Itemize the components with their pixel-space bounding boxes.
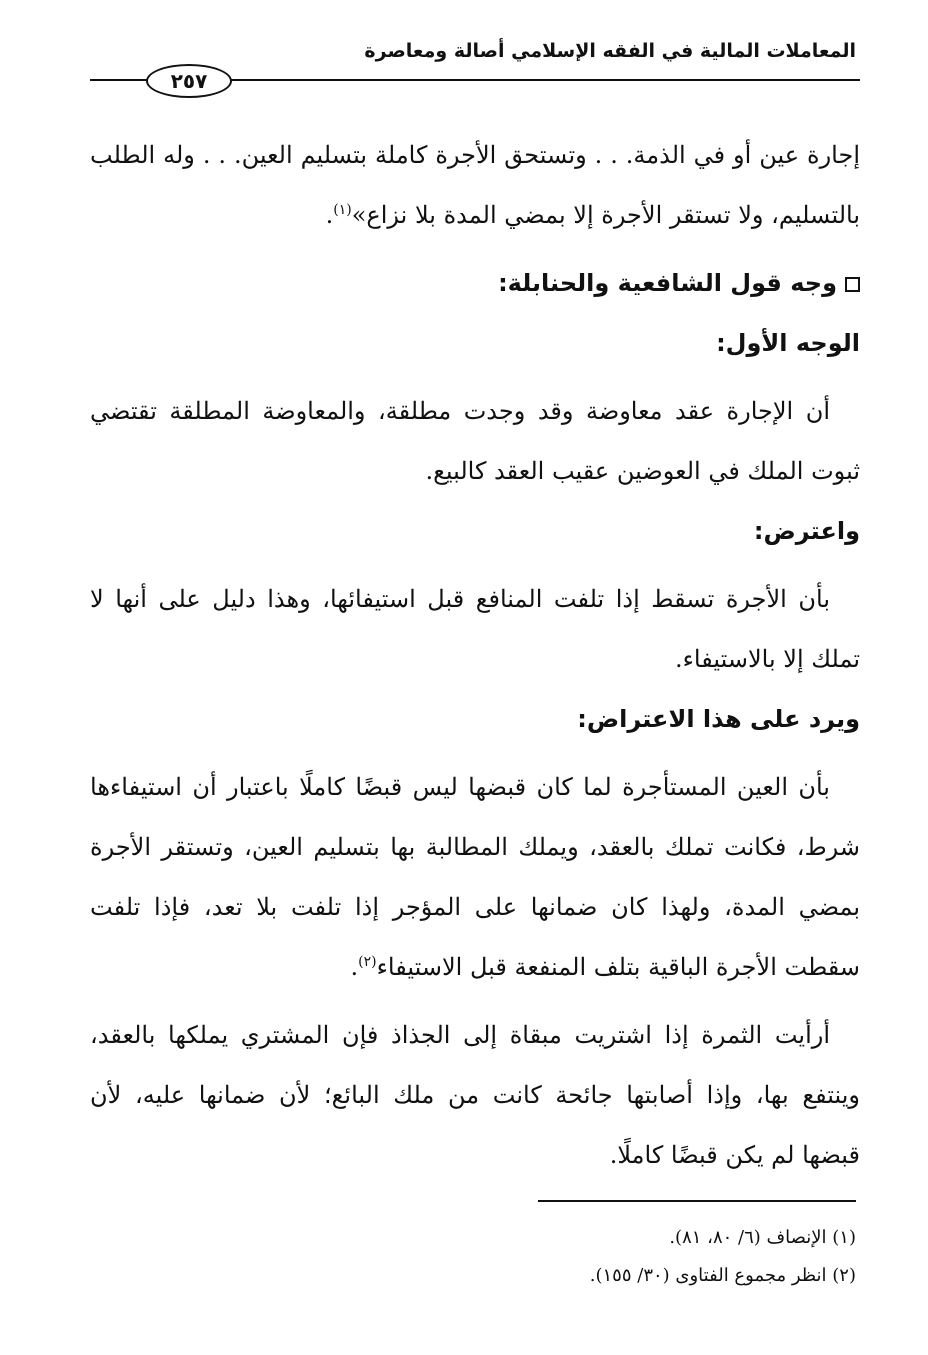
- footnote-ref: (٢): [358, 954, 377, 970]
- text-line: بأن الأجرة تسقط إذا تلفت المنافع قبل استيفائها، وهذا دليل على أنها لا: [90, 585, 830, 613]
- text-line: [90, 937, 860, 997]
- text-line: [90, 185, 860, 245]
- text-line: أن الإجارة عقد معاوضة وقد وجدت مطلقة، والمعاوضة المطلقة تقتضي: [90, 397, 830, 425]
- text-line: بمضي المدة، ولهذا كان ضمانها على المؤجر إذا تلفت بلا تعد، فإذا تلفت: [90, 893, 860, 921]
- section-heading: [90, 253, 860, 313]
- text-line: وينتفع بها، وإذا أصابتها جائحة كانت من ملك البائع؛ لأن ضمانها عليه، لأن: [90, 1081, 860, 1109]
- spacer: [90, 997, 860, 1005]
- subheading-objection: واعترض:: [753, 517, 860, 545]
- page-number-badge: ٢٥٧: [146, 64, 232, 98]
- subheading-reply: ويرد على هذا الاعتراض:: [577, 705, 860, 733]
- paragraph-reply: [90, 757, 860, 997]
- section-heading-text: وجه قول الشافعية والحنابلة:: [498, 269, 837, 297]
- text-line: تملك إلا بالاستيفاء.: [675, 645, 860, 673]
- paragraph-objection: [90, 569, 860, 689]
- text-run: بالتسليم، ولا تستقر الأجرة إلا بمضي المدة بلا نزاع»: [351, 201, 860, 229]
- footnote-item: (٢) انظر مجموع الفتاوى (٣٠/ ١٥٥).: [589, 1265, 856, 1286]
- text-line: إجارة عين أو في الذمة. . . وتستحق الأجرة كاملة بتسليم العين. . . وله الطلب: [90, 141, 860, 169]
- spacer: [90, 749, 860, 757]
- paragraph-argument: [90, 381, 860, 501]
- text-line: أرأيت الثمرة إذا اشتريت مبقاة إلى الجذاذ فإن المشتري يملكها بالعقد،: [90, 1021, 830, 1049]
- paragraph-fruit-example: [90, 1005, 860, 1185]
- spacer: [90, 561, 860, 569]
- footnotes: [156, 1222, 856, 1298]
- spacer: [90, 245, 860, 253]
- text-run: .: [325, 201, 334, 229]
- running-header-title: المعاملات المالية في الفقه الإسلامي أصالة ومعاصرة: [364, 40, 856, 62]
- text-line: قبضها لم يكن قبضًا كاملًا.: [609, 1141, 860, 1169]
- text-line: بأن العين المستأجرة لما كان قبضها ليس قبضًا كاملًا باعتبار أن استيفاءها: [90, 773, 830, 801]
- spacer: [90, 373, 860, 381]
- paragraph-quote-end: [90, 125, 860, 245]
- footnote-ref: (١): [333, 202, 352, 218]
- body-text: [90, 125, 860, 1185]
- subheading-first-aspect: الوجه الأول:: [716, 329, 860, 357]
- footnote-item: (١) الإنصاف (٦/ ٨٠، ٨١).: [669, 1227, 856, 1248]
- text-run: .: [350, 953, 359, 981]
- checkbox-square-icon: [845, 277, 860, 292]
- text-line: شرط، فكانت تملك بالعقد، ويملك المطالبة بها بتسليم العين، وتستقر الأجرة: [90, 833, 860, 861]
- text-line: ثبوت الملك في العوضين عقيب العقد كالبيع.: [425, 457, 860, 485]
- text-run: سقطت الأجرة الباقية بتلف المنفعة قبل الاستيفاء: [376, 953, 860, 981]
- footnote-separator: [538, 1200, 856, 1202]
